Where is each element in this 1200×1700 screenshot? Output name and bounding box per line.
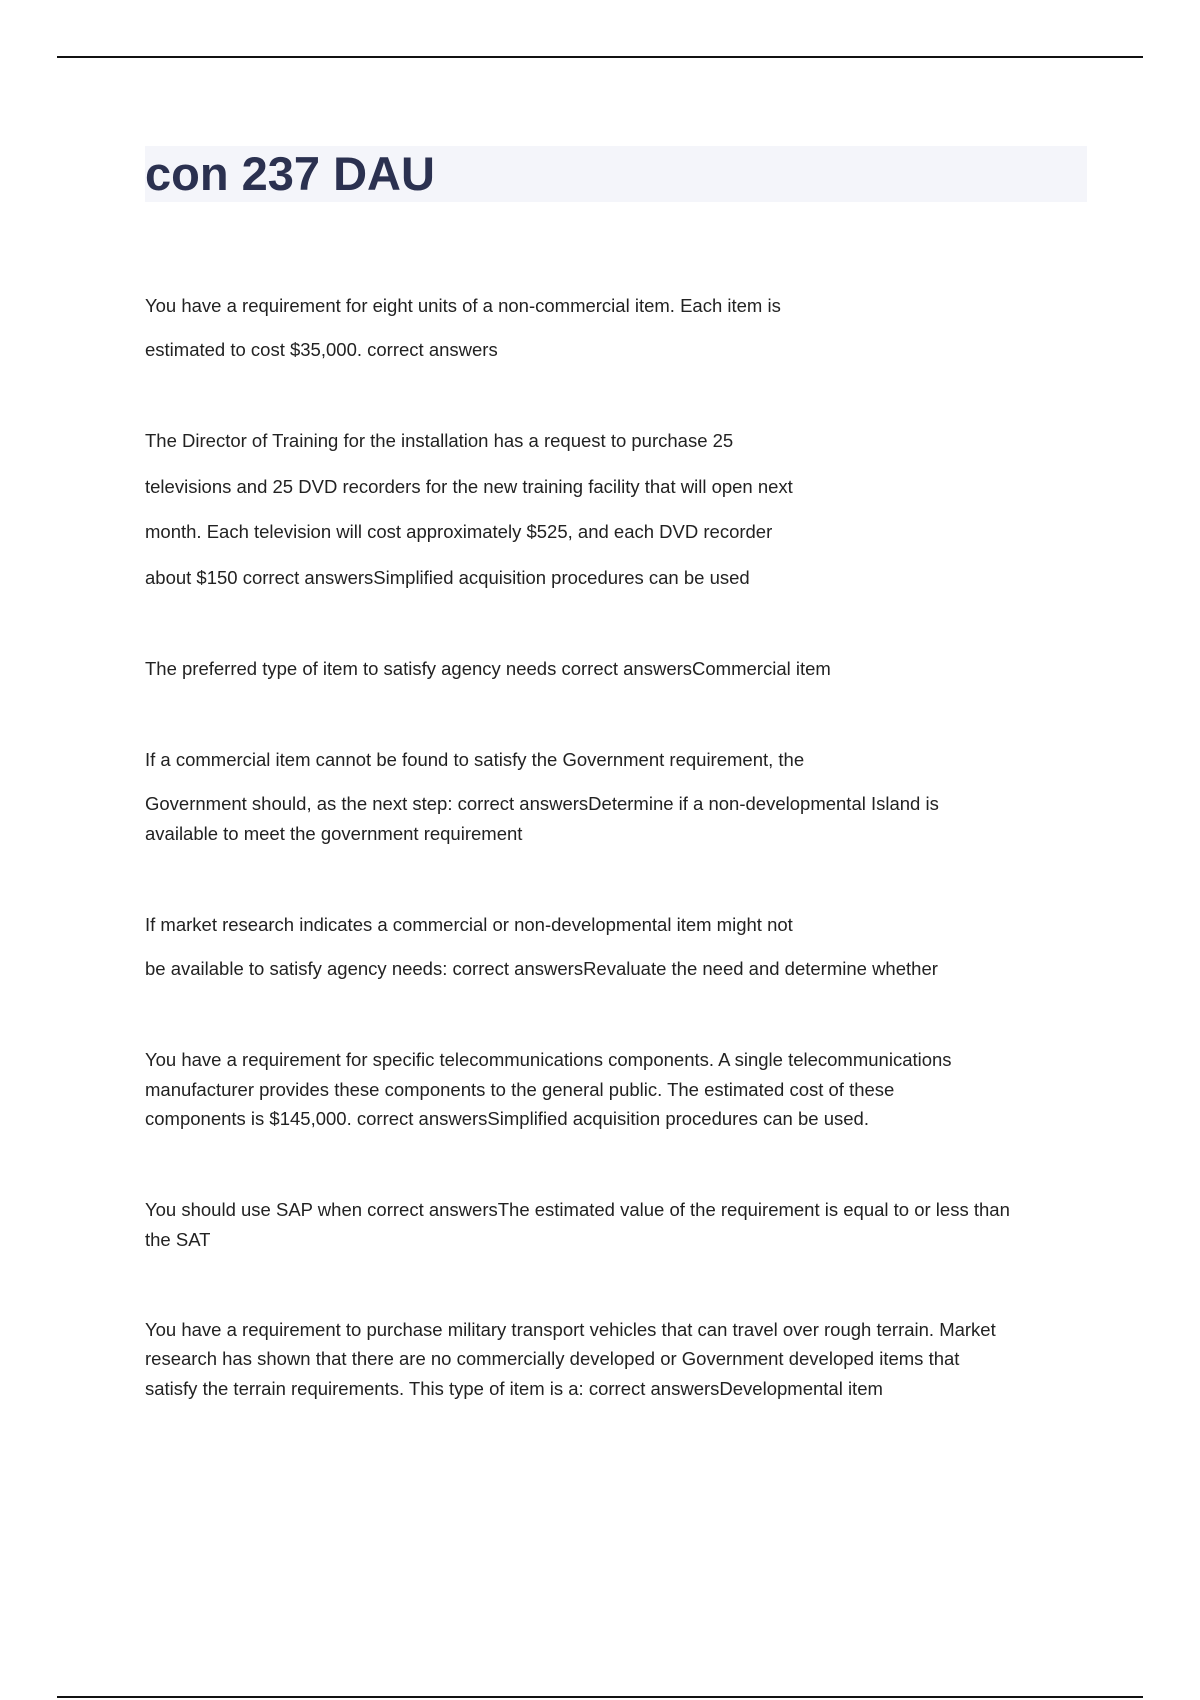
entry-8-line-1: You have a requirement to purchase military transport vehicles that can travel over rough terrain. Market xyxy=(145,1319,996,1340)
entry-2-line-2: televisions and 25 DVD recorders for the new training facility that will open next xyxy=(145,476,793,497)
entry-4-line-1: If a commercial item cannot be found to satisfy the Government requirement, the xyxy=(145,749,805,770)
bottom-rule xyxy=(57,1696,1143,1698)
entry-8-line-3: satisfy the terrain requirements. This type of item is a: correct answersDevelopmental item xyxy=(145,1378,883,1399)
document-title: con 237 DAU xyxy=(145,147,435,200)
entry-1-line-2: estimated to cost $35,000. correct answers xyxy=(145,339,498,360)
entry-2-line-4: about $150 correct answersSimplified acquisition procedures can be used xyxy=(145,567,750,588)
entry-2-line-1: The Director of Training for the installation has a request to purchase 25 xyxy=(145,430,734,451)
entry-4-line-2: Government should, as the next step: correct answersDetermine if a non-developmental Island is xyxy=(145,793,939,814)
entry-6-line-3: components is $145,000. correct answersSimplified acquisition procedures can be used. xyxy=(145,1108,869,1129)
top-rule xyxy=(57,56,1143,58)
entry-7-line-1: You should use SAP when correct answersThe estimated value of the requirement is equal to or less than xyxy=(145,1199,1010,1220)
entry-7-line-2: the SAT xyxy=(145,1229,211,1250)
entry-4-line-3: available to meet the government requirement xyxy=(145,823,523,844)
entry-5-line-2: be available to satisfy agency needs: correct answersRevaluate the need and determine whether xyxy=(145,958,938,979)
entry-6-line-1: You have a requirement for specific telecommunications components. A single telecommunications xyxy=(145,1049,952,1070)
entry-8-line-2: research has shown that there are no commercially developed or Government developed items that xyxy=(145,1348,960,1369)
entry-3-line-1: The preferred type of item to satisfy agency needs correct answersCommercial item xyxy=(145,658,831,679)
entry-1-line-1: You have a requirement for eight units of a non-commercial item. Each item is xyxy=(145,295,781,316)
entry-5-line-1: If market research indicates a commercial or non-developmental item might not xyxy=(145,914,793,935)
entry-2-line-3: month. Each television will cost approximately $525, and each DVD recorder xyxy=(145,521,773,542)
entry-6-line-2: manufacturer provides these components to the general public. The estimated cost of these xyxy=(145,1079,895,1100)
